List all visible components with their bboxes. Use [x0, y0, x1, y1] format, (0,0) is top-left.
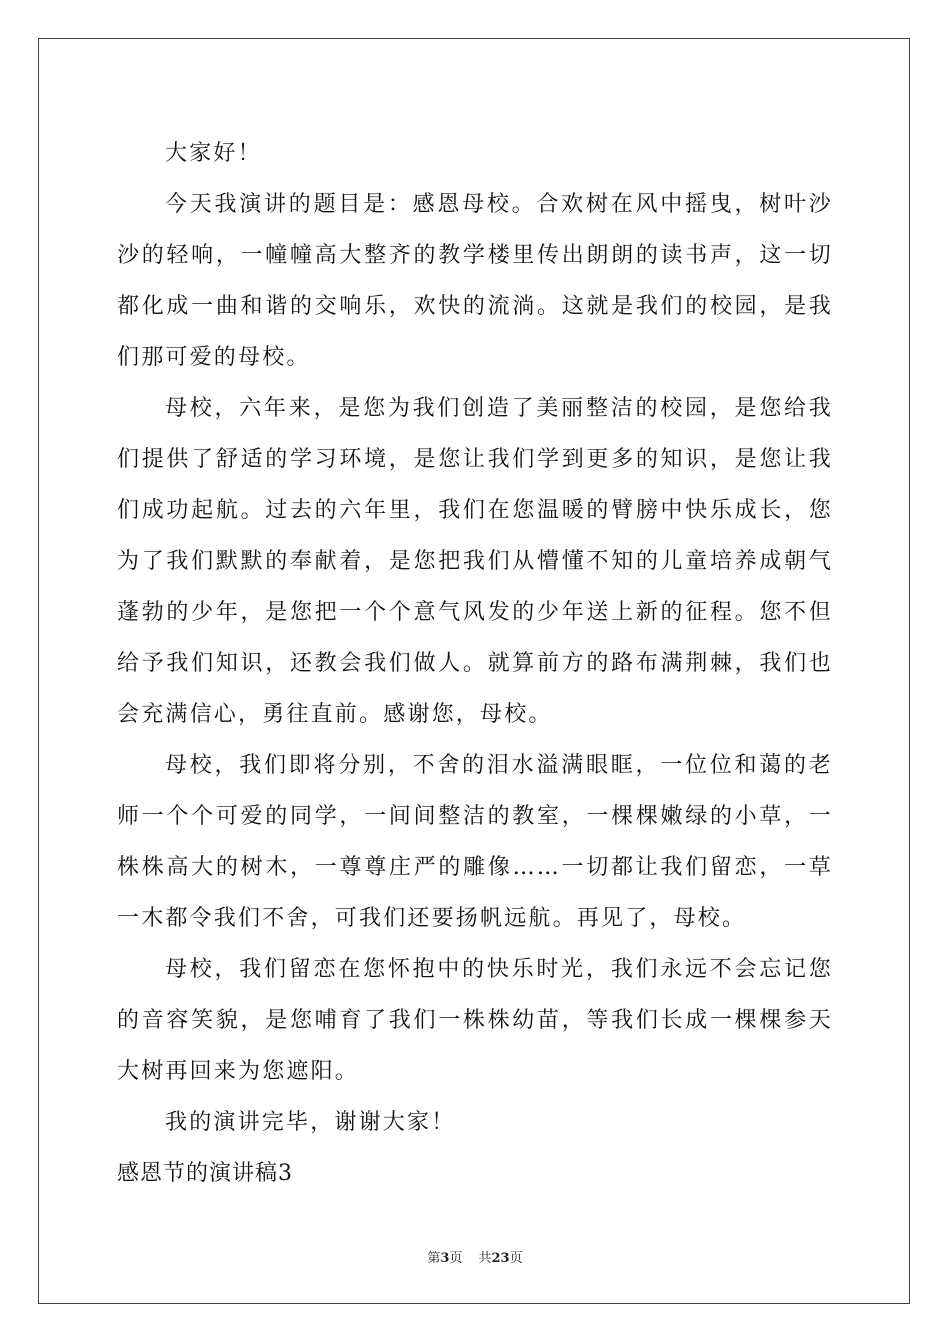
- total-suffix: 页: [509, 1251, 523, 1266]
- section-heading: 感恩节的演讲稿3: [117, 1161, 293, 1186]
- total-prefix: 共: [478, 1251, 492, 1266]
- paragraph-six-years: 母校，六年来，是您为我们创造了美丽整洁的校园，是您给我们提供了舒适的学习环境，是您让我们学到更多的知识，是您让我们成功起航。过去的六年里，我们在您温暖的臂膀中快乐成长，您为了我们默默的奉献着，是您把我们从懵懂不知的儿童培养成朝气蓬勃的少年，是您把一个个意气风发的少年送上新的征程。您不但给予我们知识，还教会我们做人。就算前方的路布满荆棘，我们也会充满信心，勇往直前。感谢您，母校。: [117, 396, 833, 727]
- page-total: 23: [491, 1251, 510, 1266]
- page-footer: [0, 1247, 950, 1266]
- paragraph-intro: 今天我演讲的题目是：感恩母校。合欢树在风中摇曳，树叶沙沙的轻响，一幢幢高大整齐的教学楼里传出朗朗的读书声，这一切都化成一曲和谐的交响乐，欢快的流淌。这就是我们的校园，是我们那可爱的母校。: [117, 192, 833, 370]
- paragraph-farewell: 母校，我们即将分别，不舍的泪水溢满眼眶，一位位和蔼的老师一个个可爱的同学，一间间整洁的教室，一棵棵嫩绿的小草，一株株高大的树木，一尊尊庄严的雕像……一切都让我们留恋，一草一木都令我们不舍，可我们还要扬帆远航。再见了，母校。: [117, 753, 833, 931]
- page-suffix: 页: [449, 1251, 463, 1266]
- paragraph-greeting: 大家好！: [165, 141, 262, 166]
- document-body: [117, 128, 833, 1199]
- paragraph-closing: 我的演讲完毕，谢谢大家！: [165, 1110, 456, 1135]
- page-current: 3: [440, 1251, 450, 1266]
- paragraph-memories: 母校，我们留恋在您怀抱中的快乐时光，我们永远不会忘记您的音容笑貌，是您哺育了我们一株株幼苗，等我们长成一棵棵参天大树再回来为您遮阳。: [117, 957, 833, 1084]
- page-prefix: 第: [427, 1251, 441, 1266]
